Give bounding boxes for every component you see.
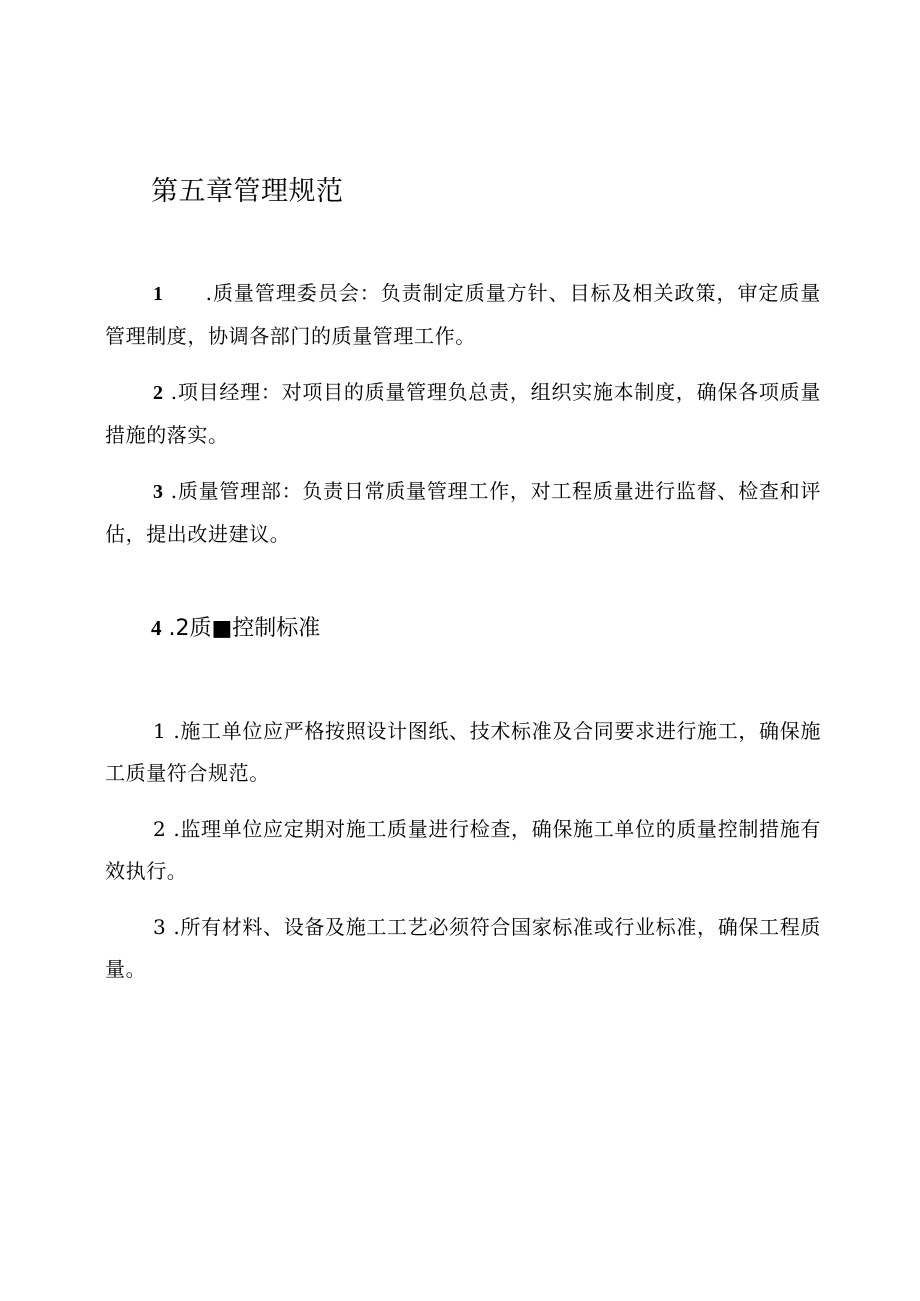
item-text: .项目经理：对项目的质量管理负总责，组织实施本制度，确保各项质量措施的落实。 bbox=[105, 380, 821, 447]
item-number: 2 bbox=[153, 817, 167, 841]
item-text: .施工单位应严格按照设计图纸、技术标准及合同要求进行施工，确保施工质量符合规范。 bbox=[105, 719, 821, 785]
item-number: 3 bbox=[153, 481, 164, 503]
section-number: 4 bbox=[151, 616, 162, 640]
item-text: .监理单位应定期对施工质量进行检查，确保施工单位的质量控制措施有效执行。 bbox=[105, 817, 821, 883]
list-item bbox=[105, 906, 821, 990]
item-text: .质量管理委员会：负责制定质量方针、目标及相关政策，审定质量管理制度，协调各部门的质量管理工作。 bbox=[105, 281, 821, 348]
item-number: 2 bbox=[153, 382, 164, 404]
chapter-title: 第五章管理规范 bbox=[151, 176, 344, 207]
item-number: 1 bbox=[153, 283, 164, 305]
section-title bbox=[151, 610, 320, 647]
list-item bbox=[105, 272, 821, 357]
item-text: .质量管理部：负责日常质量管理工作，对工程质量进行监督、检查和评估，提出改进建议。 bbox=[105, 479, 821, 546]
item-text: .所有材料、设备及施工工艺必须符合国家标准或行业标准，确保工程质量。 bbox=[105, 915, 821, 981]
standards-list bbox=[105, 710, 821, 1004]
list-item bbox=[105, 470, 821, 555]
item-number: 1 bbox=[153, 719, 167, 743]
list-item bbox=[105, 371, 821, 456]
item-number: 3 bbox=[153, 915, 167, 939]
responsibilities-list bbox=[105, 272, 821, 569]
section-title-text: .2质■控制标准 bbox=[168, 616, 321, 641]
list-item bbox=[105, 808, 821, 892]
list-item bbox=[105, 710, 821, 794]
